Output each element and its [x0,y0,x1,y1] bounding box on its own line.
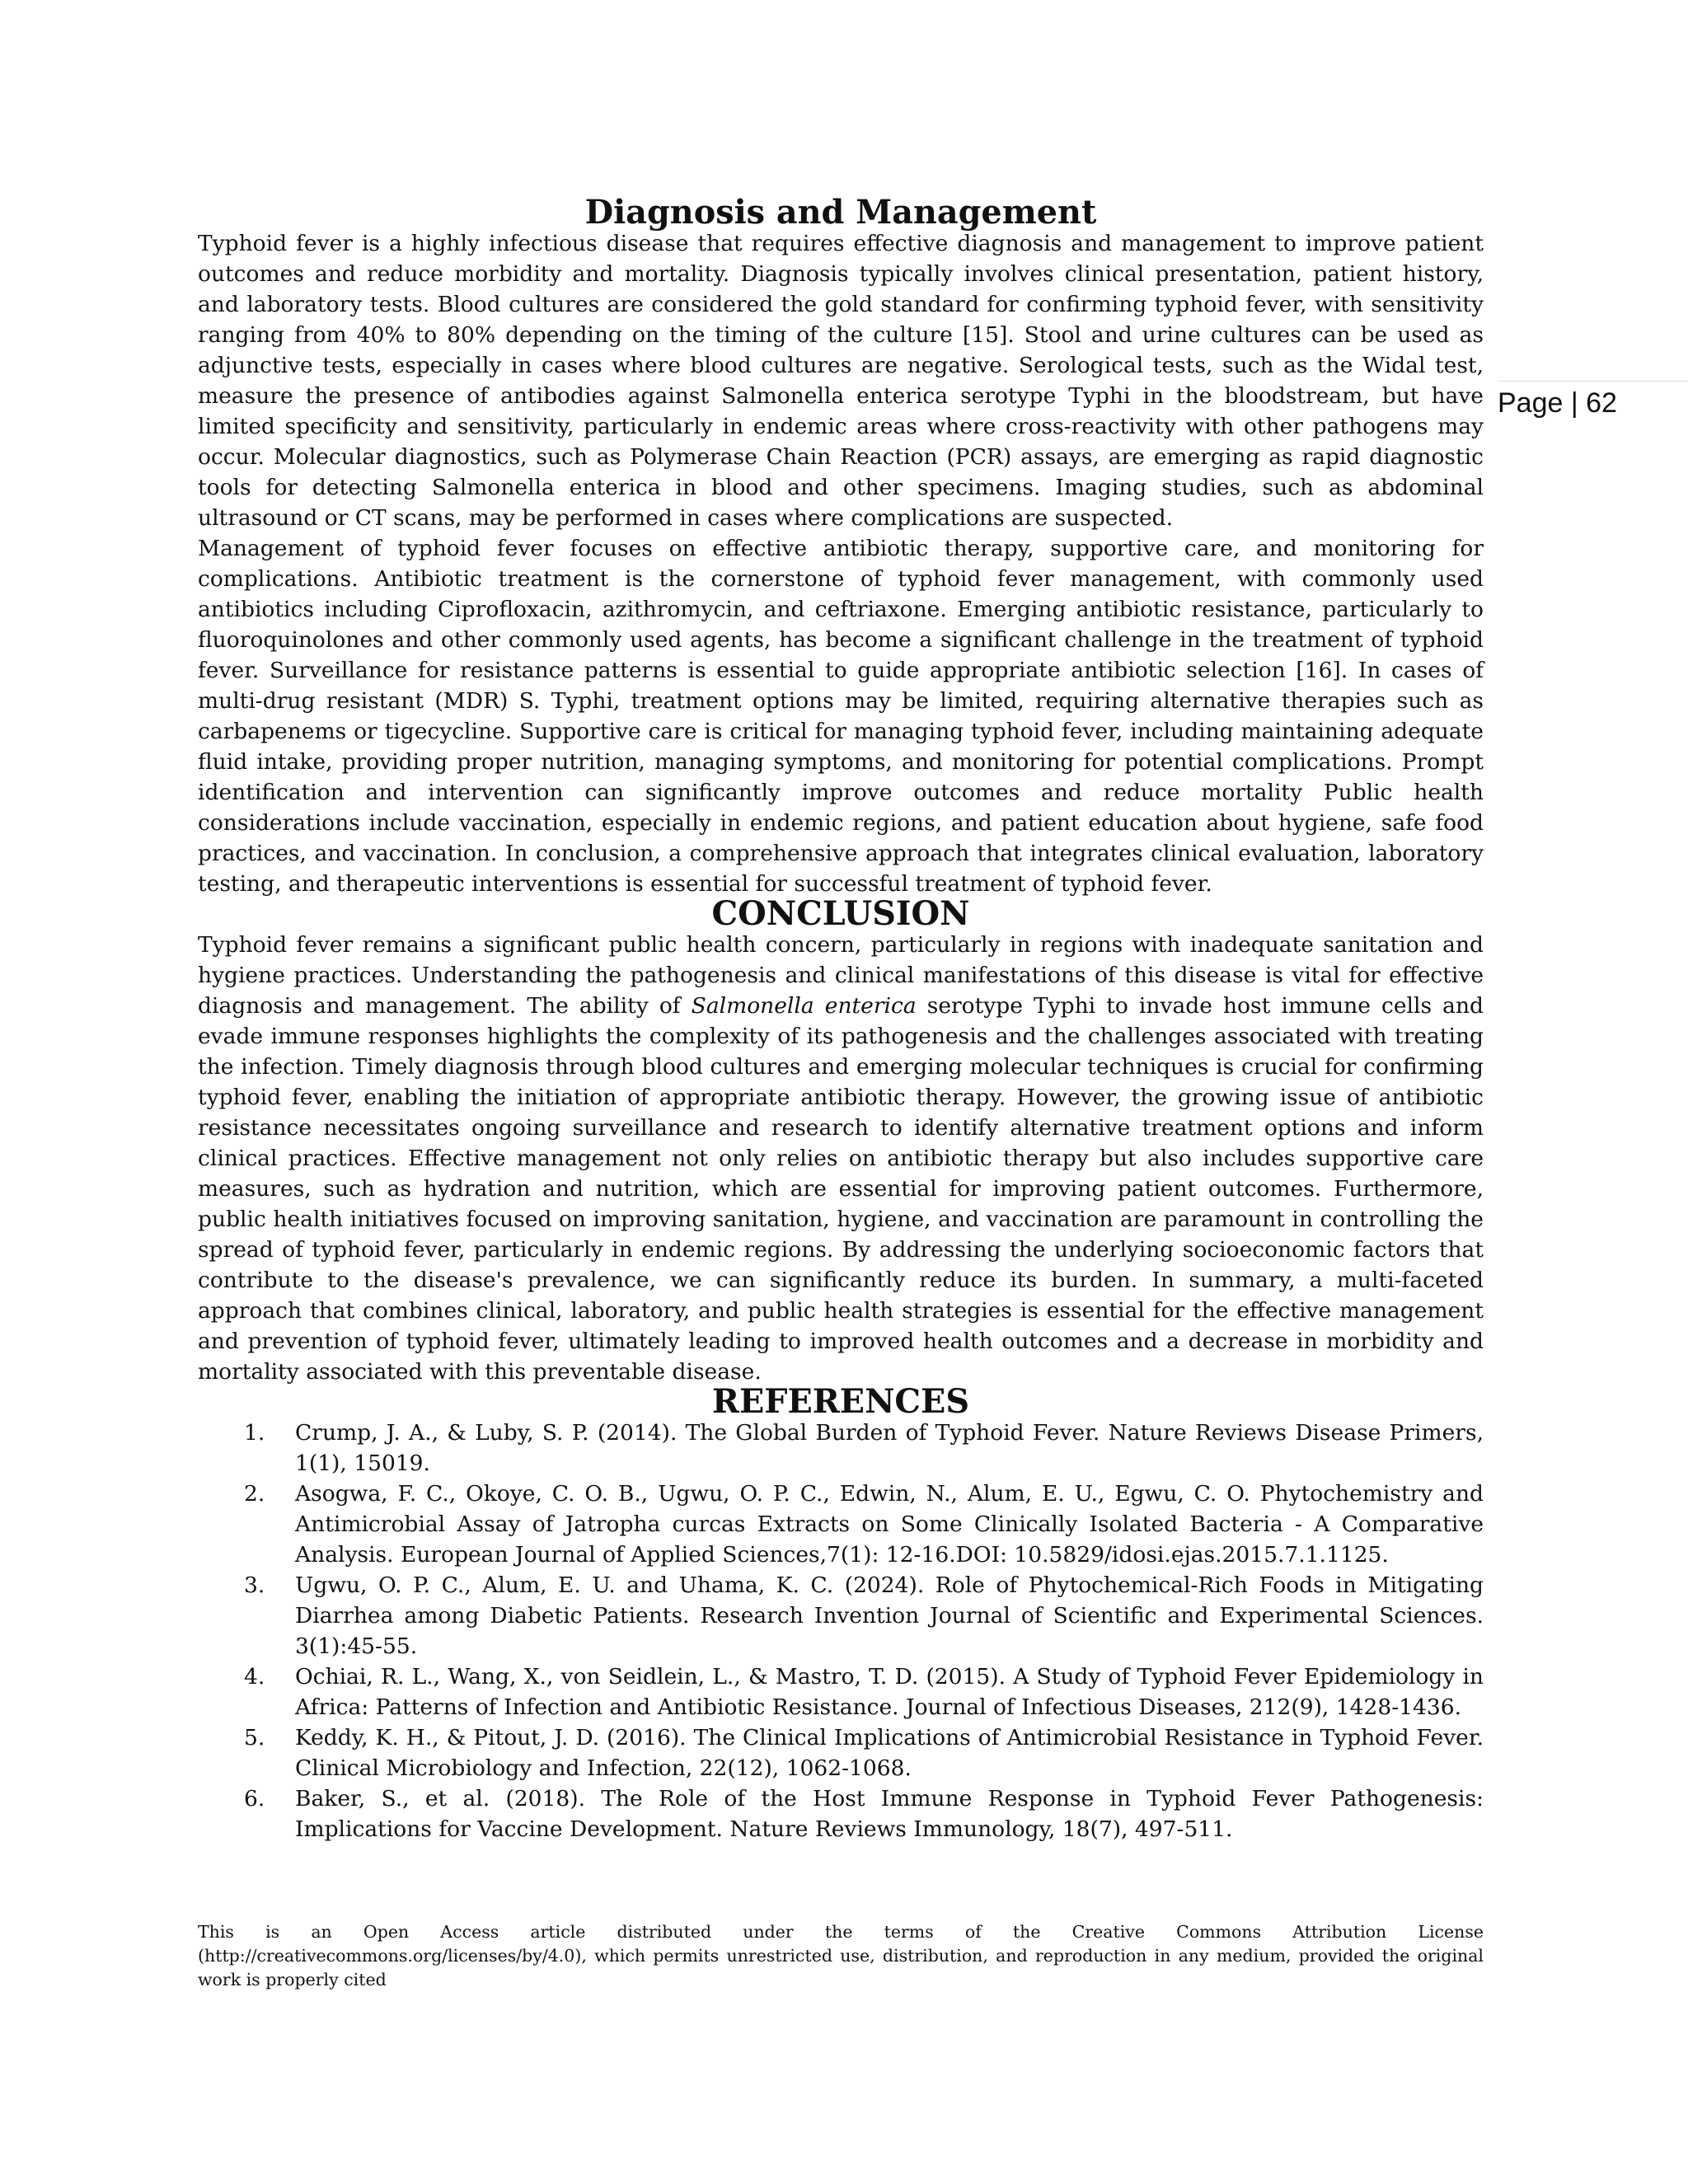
diagnosis-paragraph: Typhoid fever is a highly infectious disease that requires effective diagnosis and management to improve patient outcomes and reduce morbidity and mortality. Diagnosis typically involves clinical presentation, patient history, and laboratory tests. Blood cultures are considered the gold standard for confirming typhoid fever, with sensitivity ranging from 40% to 80% depending on the timing of the culture [15]. Stool and urine cultures can be used as adjunctive tests, especially in cases where blood cultures are negative. Serological tests, such as the Widal test, measure the presence of antibodies against Salmonella enterica serotype Typhi in the bloodstream, but have limited specificity and sensitivity, particularly in endemic areas where cross-reactivity with other pathogens may occur. Molecular diagnostics, such as Polymerase Chain Reaction (PCR) assays, are emerging as rapid diagnostic tools for detecting Salmonella enterica in blood and other specimens. Imaging studies, such as abdominal ultrasound or CT scans, may be performed in cases where complications are suspected. [198,231,1484,531]
reference-text: Baker, S., et al. (2018). The Role of the Host Immune Response in Typhoid Fever Pathogenesis: Implications for Vaccine Development. Nature Reviews Immunology, 18(7), 497-511. [295,1786,1484,1842]
conclusion-text-start: Typhoid fever remains a significant public health concern, particularly in regions with inadequate sanitation and hygiene practices. Understanding the pathogenesis and clinical manifestations of this disease is vital for effective diagnosis and management. The ability of [198,932,1484,1019]
reference-item [198,1479,1484,1570]
reference-number: 4. [244,1664,265,1690]
reference-text: Ugwu, O. P. C., Alum, E. U. and Uhama, K. C. (2024). Role of Phytochemical-Rich Foods in Mitigating Diarrhea among Diabetic Patients. Research Invention Journal of Scientific and Experimental Sciences. 3(1):45-55. [295,1572,1484,1659]
conclusion-section [198,895,1484,1387]
reference-item [198,1722,1484,1783]
conclusion-paragraph [198,930,1484,1387]
reference-item [198,1570,1484,1661]
references-heading: REFERENCES [711,1383,970,1421]
reference-text: Asogwa, F. C., Okoye, C. O. B., Ugwu, O. P. C., Edwin, N., Alum, E. U., Egwu, C. O. Phytochemistry and Antimicrobial Assay of Jatropha curcas Extracts on Some Clinically Isolated Bacteria - A Comparative Analysis. European Journal of Applied Sciences,7(1): 12-16.DOI: 10.5829/idosi.ejas.2015.7.1.1125. [295,1481,1484,1568]
reference-number: 3. [244,1572,265,1598]
reference-list [198,1418,1484,1844]
reference-text: Crump, J. A., & Luby, S. P. (2014). The Global Burden of Typhoid Fever. Nature Reviews Disease Primers, 1(1), 15019. [295,1420,1484,1476]
reference-number: 1. [244,1420,265,1446]
reference-number: 2. [244,1481,265,1507]
diagnosis-section [198,194,1484,899]
reference-item [198,1783,1484,1844]
article-body [198,194,1484,1844]
license-footer: This is an Open Access article distributed under the terms of the Creative Commons Attribution License (http://creativecommons.org/licenses/by/4.0), which permits unrestricted use, distribution, and reproduction in any medium, provided the original work is properly cited [198,1922,1484,1990]
species-name-italic: Salmonella enterica [691,993,917,1019]
reference-number: 6. [244,1786,265,1811]
reference-item [198,1661,1484,1722]
diagnosis-heading: Diagnosis and Management [584,194,1097,232]
page-number: Page | 62 [1498,381,1688,421]
reference-item [198,1418,1484,1479]
conclusion-heading: CONCLUSION [711,895,970,933]
reference-text: Keddy, K. H., & Pitout, J. D. (2016). The Clinical Implications of Antimicrobial Resistance in Typhoid Fever. Clinical Microbiology and Infection, 22(12), 1062-1068. [295,1725,1484,1781]
reference-text: Ochiai, R. L., Wang, X., von Seidlein, L., & Mastro, T. D. (2015). A Study of Typhoid Fever Epidemiology in Africa: Patterns of Infection and Antibiotic Resistance. Journal of Infectious Diseases, 212(9), 1428-1436. [295,1664,1484,1720]
reference-number: 5. [244,1725,265,1750]
conclusion-text-end: serotype Typhi to invade host immune cells and evade immune responses highlights the complexity of its pathogenesis and the challenges associated with treating the infection. Timely diagnosis through blood cultures and emerging molecular techniques is crucial for confirming typhoid fever, enabling the initiation of appropriate antibiotic therapy. However, the growing issue of antibiotic resistance necessitates ongoing surveillance and research to identify alternative treatment options and inform clinical practices. Effective management not only relies on antibiotic therapy but also includes supportive care measures, such as hydration and nutrition, which are essential for improving patient outcomes. Furthermore, public health initiatives focused on improving sanitation, hygiene, and vaccination are paramount in controlling the spread of typhoid fever, particularly in endemic regions. By addressing the underlying socioeconomic factors that contribute to the disease's prevalence, we can significantly reduce its burden. In summary, a multi-faceted approach that combines clinical, laboratory, and public health strategies is essential for the effective management and prevention of typhoid fever, ultimately leading to improved health outcomes and a decrease in morbidity and mortality associated with this preventable disease. [198,993,1484,1385]
references-section [198,1383,1484,1844]
management-paragraph: Management of typhoid fever focuses on effective antibiotic therapy, supportive care, and monitoring for complications. Antibiotic treatment is the cornerstone of typhoid fever management, with commonly used antibiotics including Ciprofloxacin, azithromycin, and ceftriaxone. Emerging antibiotic resistance, particularly to fluoroquinolones and other commonly used agents, has become a significant challenge in the treatment of typhoid fever. Surveillance for resistance patterns is essential to guide appropriate antibiotic selection [16]. In cases of multi-drug resistant (MDR) S. Typhi, treatment options may be limited, requiring alternative therapies such as carbapenems or tigecycline. Supportive care is critical for managing typhoid fever, including maintaining adequate fluid intake, providing proper nutrition, managing symptoms, and monitoring for potential complications. Prompt identification and intervention can significantly improve outcomes and reduce mortality Public health considerations include vaccination, especially in endemic regions, and patient education about hygiene, safe food practices, and vaccination. In conclusion, a comprehensive approach that integrates clinical evaluation, laboratory testing, and therapeutic interventions is essential for successful treatment of typhoid fever. [198,536,1484,897]
